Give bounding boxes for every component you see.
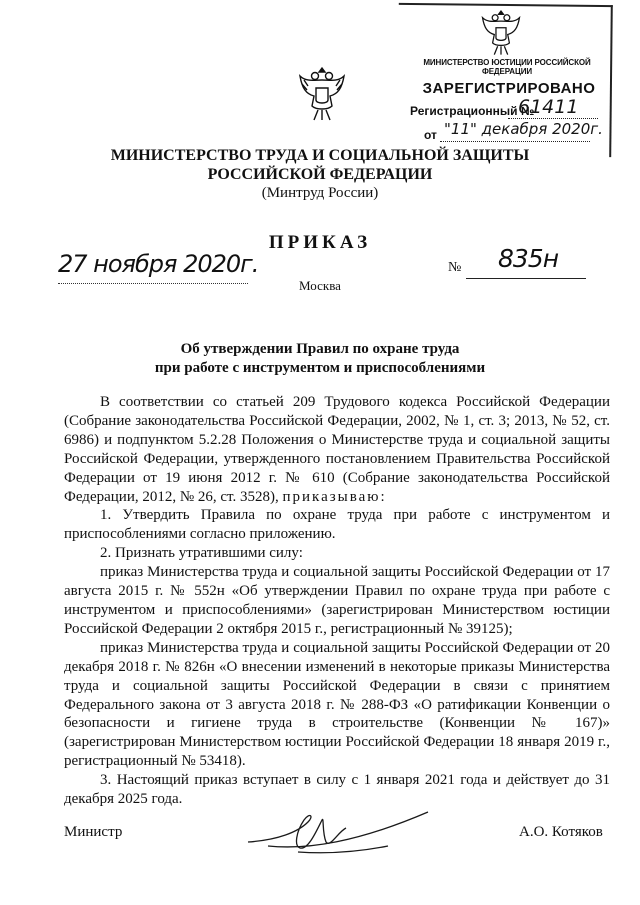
stamp-number-underline <box>508 118 598 119</box>
document-number: 835н <box>498 244 559 273</box>
ministry-name: МИНИСТЕРСТВО ТРУДА И СОЦИАЛЬНОЙ ЗАЩИТЫ РОССИЙСКОЙ ФЕДЕРАЦИИ <box>110 147 530 183</box>
stamp-ministry-line: МИНИСТЕРСТВО ЮСТИЦИИ РОССИЙСКОЙ ФЕДЕРАЦИИ <box>423 58 591 76</box>
document-title: Об утверждении Правил по охране труда при работе с инструментом и приспособлениями <box>154 341 486 376</box>
stamp-status: ЗАРЕГИСТРИРОВАНО <box>422 80 596 97</box>
body-paragraph: 1. Утвердить Правила по охране труда при работе с инструментом и приспособлениями согласно приложению. <box>64 507 610 543</box>
signer-role: Министр <box>64 824 123 840</box>
document-city: Москва <box>299 278 341 293</box>
signer-name: А.О. Котяков <box>519 824 603 840</box>
number-sign: № <box>448 260 462 275</box>
stamp-reg-date: "11" декабря 2020г. <box>444 120 603 138</box>
document-body <box>64 393 610 809</box>
body-paragraph: приказ Министерства труда и социальной защиты Российской Федерации от 17 августа 2015 г. № 552н «Об утверждении Правил по охране труда при работе с инструментом и приспособлениями» (зарегистрирован Министерством юстиции Российской Федерации 2 октября 2015 г., регистрационный № 39125); <box>64 564 610 637</box>
stamp-reg-number: 61411 <box>518 96 579 118</box>
document-date: 27 ноября 2020г. <box>58 250 259 278</box>
body-paragraph: 3. Настоящий приказ вступает в силу с 1 января 2021 года и действует до 31 декабря 2025 года. <box>64 772 610 808</box>
coat-of-arms-icon <box>296 62 348 124</box>
body-paragraph: В соответствии со статьей 209 Трудового кодекса Российской Федерации (Собрание законодательства Российской Федерации, 2002, № 1, ст. 3; 2013, № 52, ст. 6986) и подпунктом 5.2.28 Положения о Министерстве труда и социальной защиты Российской Федерации, утвержденного постановлением Правительства Российской Федерации от 19 июня 2012 г. № 610 (Собрание законодательства Российской Федерации, 2012, № 26, ст. 3528), приказываю: <box>64 394 610 505</box>
ministry-short-name: (Минтруд России) <box>261 185 379 201</box>
stamp-date-underline <box>440 141 590 142</box>
stamp-from-label: от <box>424 128 437 142</box>
stamp-coat-of-arms-icon <box>478 6 524 58</box>
signature-icon <box>238 802 438 862</box>
body-paragraph: 2. Признать утратившими силу: <box>100 545 303 562</box>
document-type: ПРИКАЗ <box>268 232 372 253</box>
body-paragraph: приказ Министерства труда и социальной защиты Российской Федерации от 20 декабря 2018 г. № 826н «О внесении изменений в некоторые приказы Министерства труда и социальной защиты Российской Федерации в связи с принятием Федерального закона от 3 августа 2018 г. № 288-ФЗ «О ратификации Конвенции о безопасности и гигиене труда в строительстве (Конвенции № 167)» (зарегистрирован Министерством юстиции Российской Федерации 18 января 2019 г., регистрационный № 53418). <box>64 639 610 770</box>
number-underline <box>466 278 586 279</box>
stamp-reg-label: Регистрационный № <box>410 104 535 118</box>
